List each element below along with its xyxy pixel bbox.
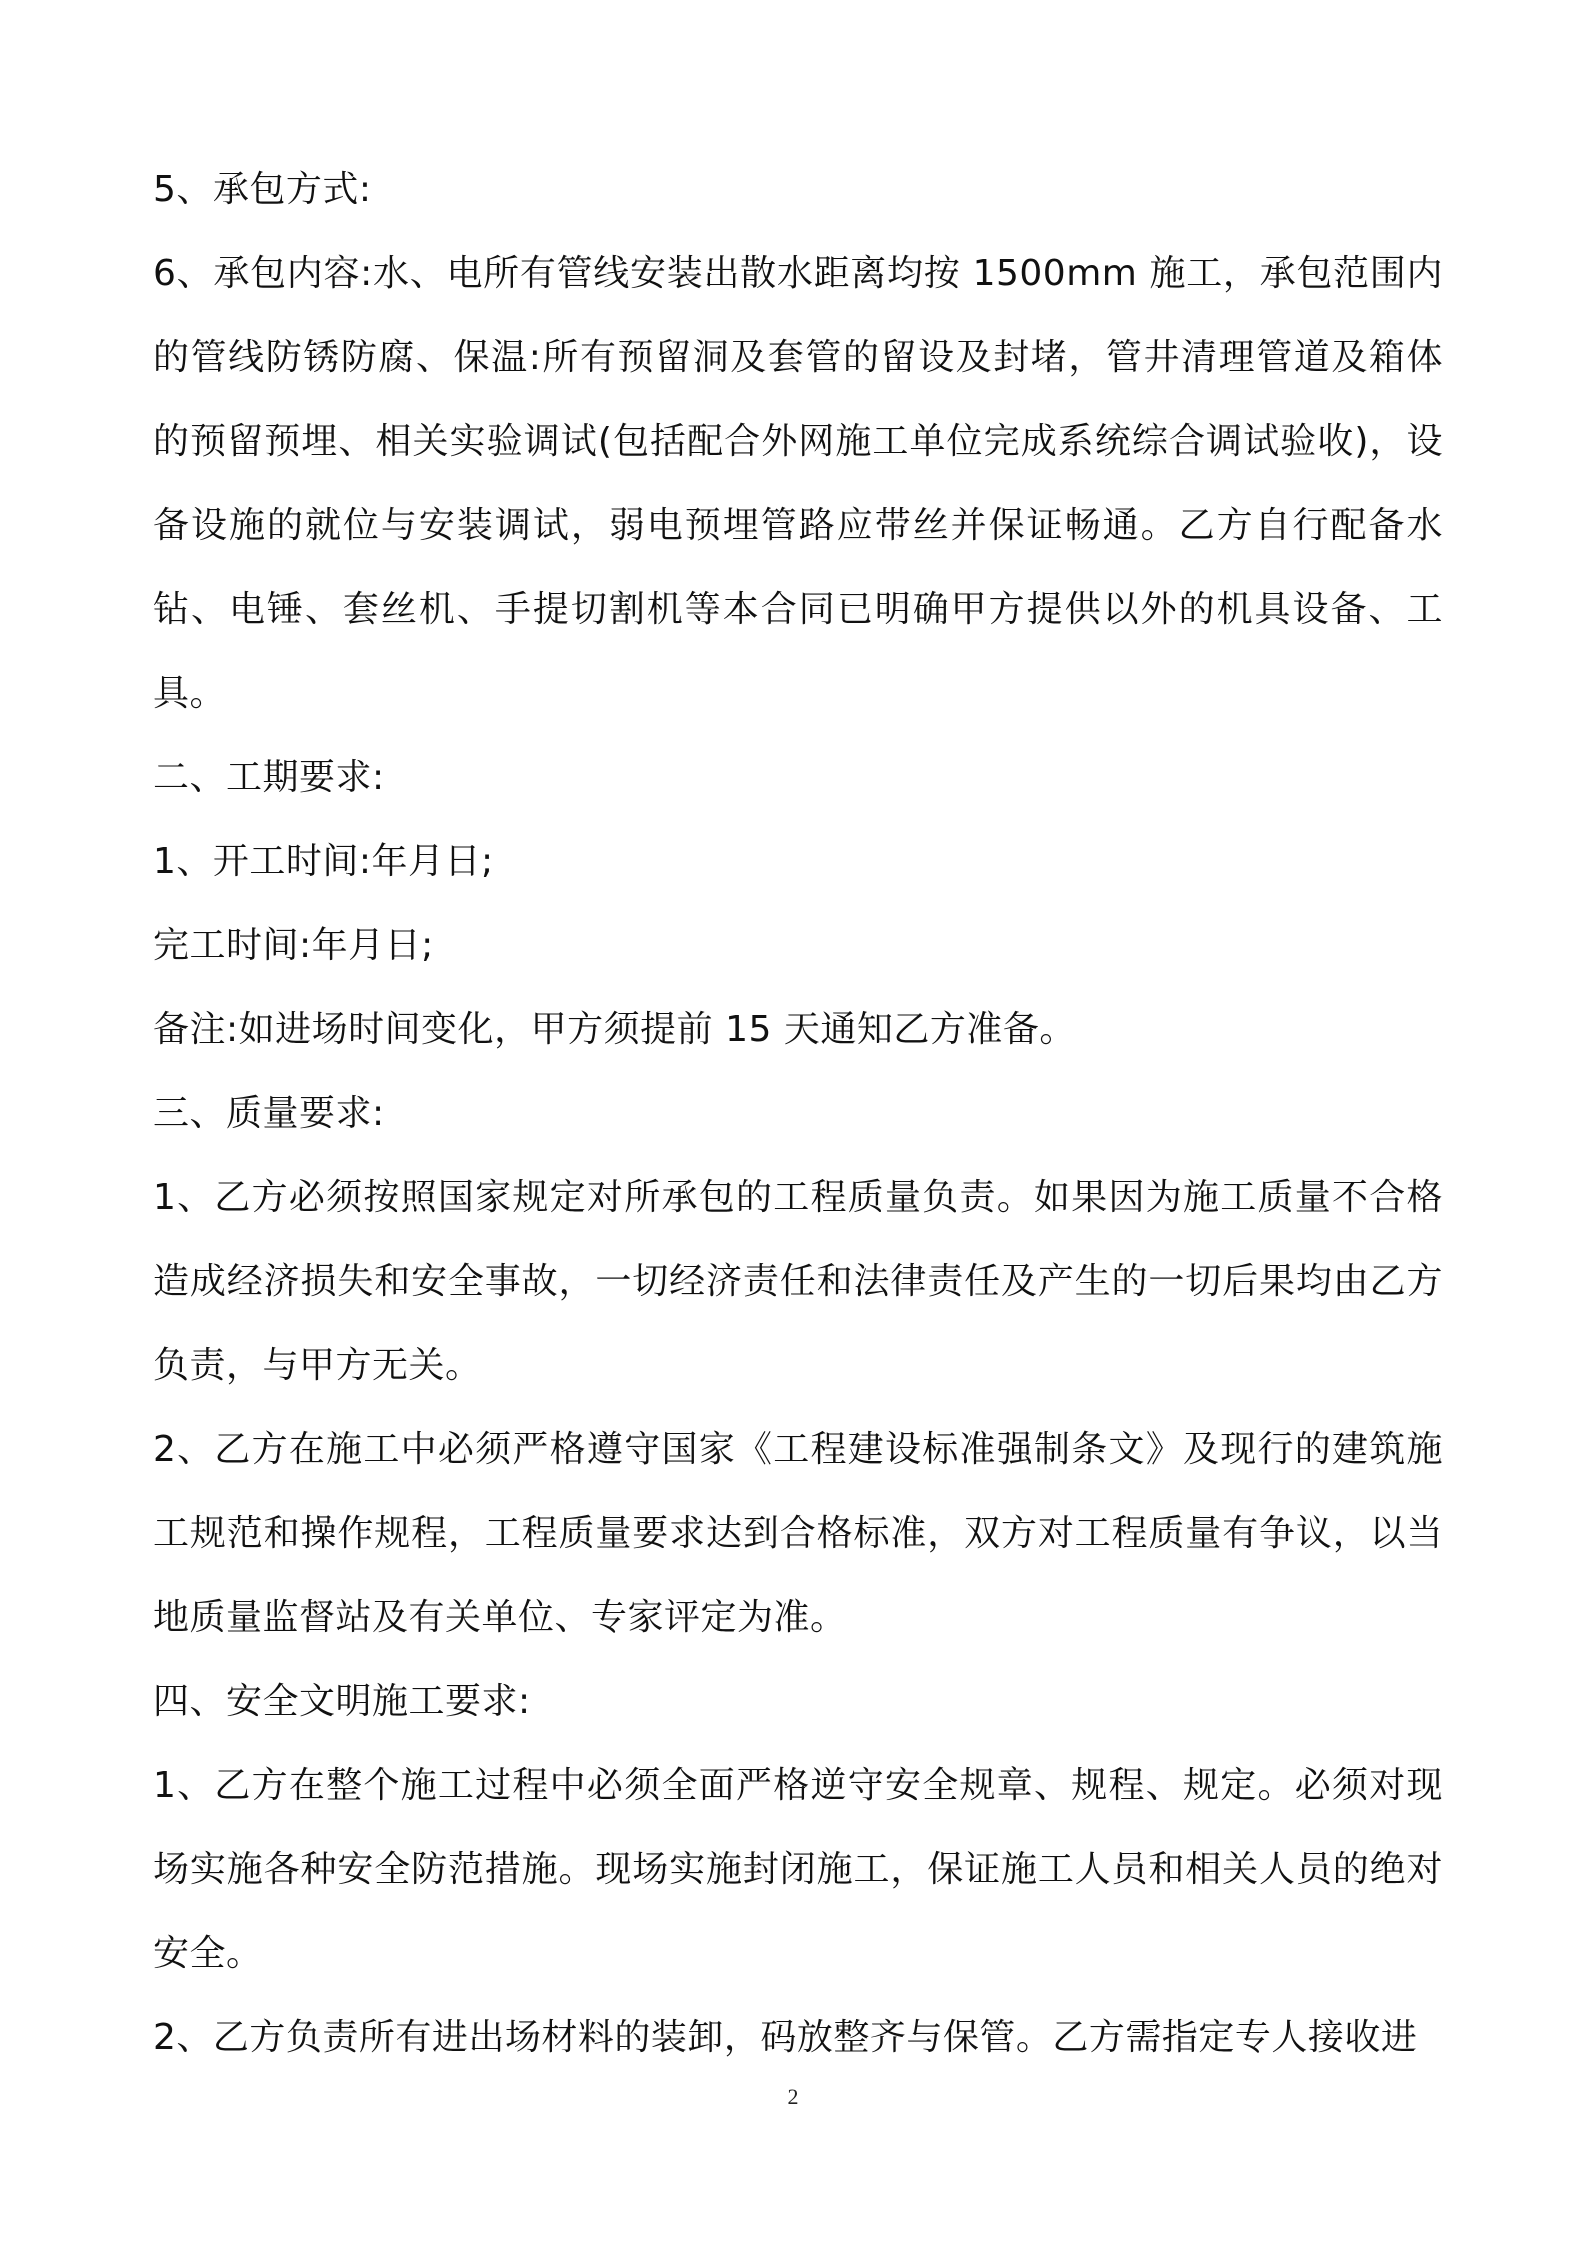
paragraph-schedule-note: 备注:如进场时间变化，甲方须提前 15 天通知乙方准备。 <box>153 1009 1076 1050</box>
paragraph-contracting-method: 5、承包方式: <box>153 169 372 210</box>
paragraph-start-date: 1、开工时间:年月日; <box>153 841 494 882</box>
heading-quality-requirements: 三、质量要求: <box>153 1093 385 1134</box>
paragraph-contracting-content: 6、承包内容:水、电所有管线安装出散水距离均按 1500mm 施工，承包范围内的管线防锈防腐、保温:所有预留洞及套管的留设及封堵，管井清理管道及箱体的预留预埋、相关实验调试(包括配合外网施工单位完成系统综合调试验收)，设备设施的就位与安装调试，弱电预埋管路应带丝并保证畅通。乙方自行配备水钻、电锤、套丝机、手提切割机等本合同已明确甲方提供以外的机具设备、工具。 <box>153 253 1443 714</box>
paragraph-material-handling: 2、乙方负责所有进出场材料的装卸，码放整齐与保管。乙方需指定专人接收进 <box>153 2017 1418 2058</box>
paragraph-quality-standards: 2、乙方在施工中必须严格遵守国家《工程建设标准强制条文》及现行的建筑施工规范和操作规程，工程质量要求达到合格标准，双方对工程质量有争议，以当地质量监督站及有关单位、专家评定为准。 <box>153 1429 1443 1638</box>
paragraph-safety-rules: 1、乙方在整个施工过程中必须全面严格逆守安全规章、规程、规定。必须对现场实施各种安全防范措施。现场实施封闭施工，保证施工人员和相关人员的绝对安全。 <box>153 1765 1443 1974</box>
paragraph-completion-date: 完工时间:年月日; <box>153 925 434 966</box>
page-number: 2 <box>787 2084 799 2109</box>
heading-safety-requirements: 四、安全文明施工要求: <box>153 1681 531 1722</box>
document-body <box>153 148 1443 2080</box>
heading-schedule-requirements: 二、工期要求: <box>153 757 385 798</box>
paragraph-quality-responsibility: 1、乙方必须按照国家规定对所承包的工程质量负责。如果因为施工质量不合格造成经济损失和安全事故，一切经济责任和法律责任及产生的一切后果均由乙方负责，与甲方无关。 <box>153 1177 1443 1386</box>
